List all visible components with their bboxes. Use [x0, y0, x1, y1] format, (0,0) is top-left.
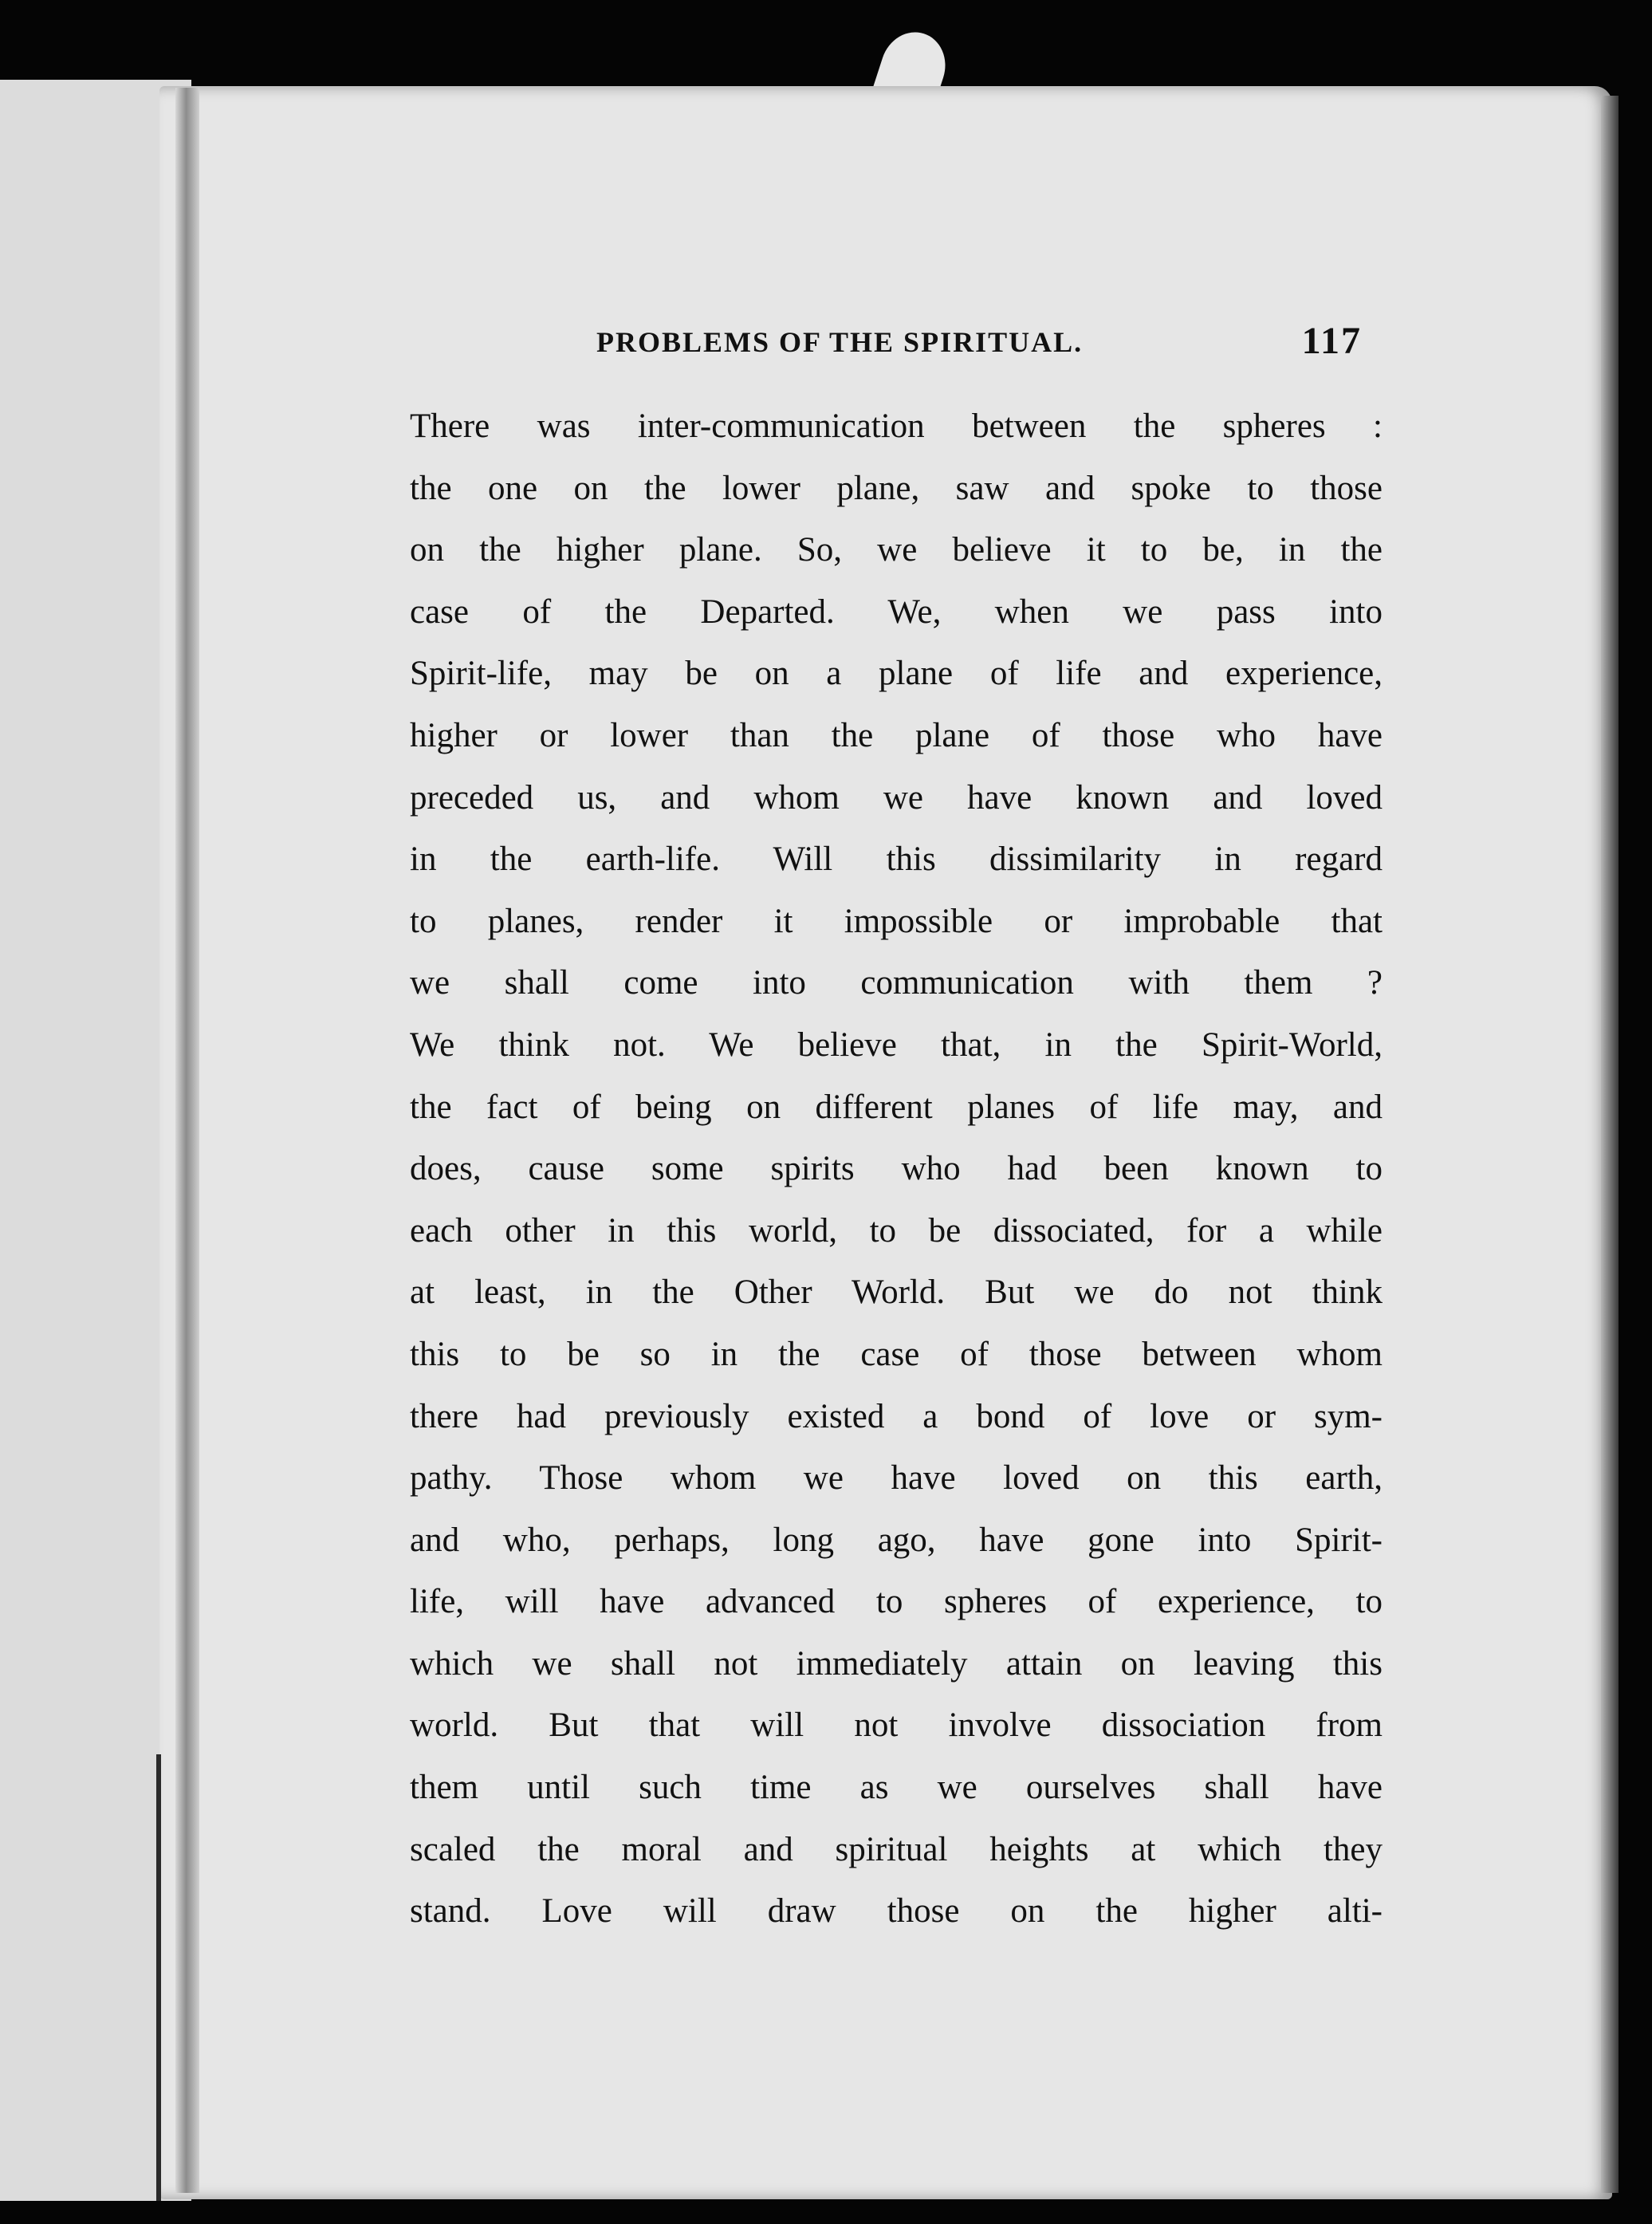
- text-line: case of the Departed. We, when we pass into: [410, 592, 1383, 631]
- page-number: 117: [1301, 320, 1362, 362]
- text-line: in the earth-life. Will this dissimilarity in regard: [410, 840, 1383, 879]
- binding-line: [156, 1754, 161, 2201]
- running-title: PROBLEMS OF THE SPIRITUAL.: [596, 326, 1084, 358]
- text-line: there had previously existed a bond of love or sym-: [410, 1397, 1383, 1435]
- text-line: does, cause some spirits who had been known to: [410, 1150, 1383, 1188]
- text-line: scaled the moral and spiritual heights at which they: [410, 1830, 1383, 1868]
- text-line: the fact of being on different planes of life may, and: [410, 1088, 1383, 1126]
- body-text: [410, 396, 1383, 1943]
- text-line: stand. Love will draw those on the higher alti-: [410, 1892, 1383, 1931]
- binding-gutter: [175, 88, 199, 2193]
- text-line: life, will have advanced to spheres of experience, to: [410, 1583, 1383, 1621]
- text-line: this to be so in the case of those between whom: [410, 1335, 1383, 1373]
- text-line: on the higher plane. So, we believe it to be, in the: [410, 531, 1383, 569]
- text-line: we shall come into communication with them ?: [410, 964, 1383, 1002]
- text-line: pathy. Those whom we have loved on this earth,: [410, 1459, 1383, 1498]
- text-line: and who, perhaps, long ago, have gone into Spirit-: [410, 1521, 1383, 1559]
- page-right-edge-shadow: [1601, 96, 1619, 2193]
- text-line: There was inter-communication between the spheres :: [410, 407, 1383, 445]
- text-line: We think not. We believe that, in the Spirit-World,: [410, 1025, 1383, 1064]
- text-line: each other in this world, to be dissociated, for a while: [410, 1211, 1383, 1250]
- text-line: world. But that will not involve dissociation from: [410, 1706, 1383, 1745]
- text-line: preceded us, and whom we have known and loved: [410, 778, 1383, 817]
- text-line: at least, in the Other World. But we do not think: [410, 1273, 1383, 1312]
- running-head: [596, 321, 1362, 368]
- text-line: the one on the lower plane, saw and spoke to those: [410, 469, 1383, 507]
- text-line: to planes, render it impossible or improbable that: [410, 902, 1383, 940]
- text-line: Spirit-life, may be on a plane of life and experience,: [410, 655, 1383, 693]
- text-line: which we shall not immediately attain on leaving this: [410, 1644, 1383, 1683]
- text-line: them until such time as we ourselves shall have: [410, 1769, 1383, 1807]
- text-line: higher or lower than the plane of those who have: [410, 716, 1383, 754]
